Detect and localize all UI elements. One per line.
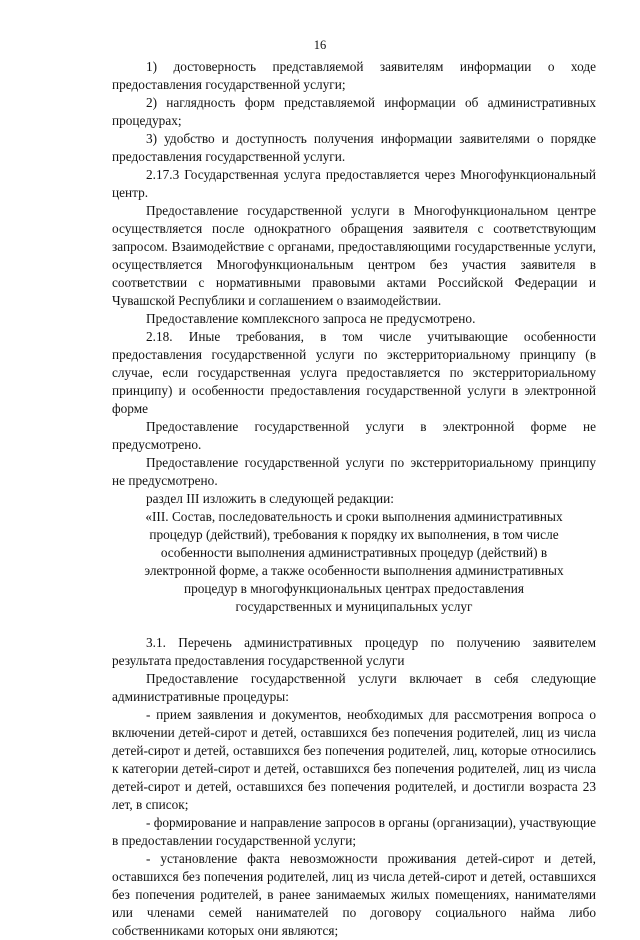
paragraph: раздел III изложить в следующей редакции:: [146, 491, 394, 506]
paragraph: Предоставление государственной услуги в Многофункциональном центре осуществляется после однократного обращения заявителя с соответствующим запросом. Взаимодействие с органами, предоставляющими государственные услуги, осуществляется Многофункциональным центром без участия заявителя в соответствии с нормативными правовыми актами Российской Федерации и Чувашской Республики и соглашением о взаимодействии.: [112, 203, 596, 308]
paragraph: Предоставление комплексного запроса не предусмотрено.: [146, 311, 476, 326]
section-heading: «III. Состав, последовательность и сроки выполнения административных процедур (действий), требования к порядку их выполнения, в том числе особенности выполнения административных процедур (действий) в электронной форме, а также особенности выполнения административных процедур в многофункциональных центрах предоставления государственных и муниципальных услуг: [144, 509, 564, 614]
paragraph: 2) наглядность форм представляемой информации об административных процедурах;: [112, 95, 596, 128]
list-item: - прием заявления и документов, необходимых для рассмотрения вопроса о включении детей-сирот и детей, оставшихся без попечения родителей, лиц из числа детей-сирот и детей, оставшихся без попечения родителей, лиц, которые относились к категории детей-сирот и детей, оставшихся без попечения родителей, лиц из числа детей-сирот и детей, оставшихся без попечения родителей, и достигли возраста 23 лет, в список;: [112, 707, 596, 812]
list-item: - формирование и направление запросов в органы (организации), участвующие в предоставлении государственной услуги;: [112, 815, 596, 848]
paragraph: 3.1. Перечень административных процедур по получению заявителем результата предоставления государственной услуги: [112, 635, 596, 668]
page-number: 16: [313, 38, 327, 52]
spacer: [112, 616, 596, 634]
paragraph: 2.17.3 Государственная услуга предоставляется через Многофункциональный центр.: [112, 167, 596, 200]
paragraph: 2.18. Иные требования, в том числе учитывающие особенности предоставления государственной услуги по экстерриториальному принципу (в случае, если государственная услуга предоставляется по экстерриториальному принципу) и особенности предоставления государственной услуги в электронной форме: [112, 329, 596, 416]
document-body: [112, 58, 596, 940]
paragraph: Предоставление государственной услуги в электронной форме не предусмотрено.: [112, 419, 596, 452]
paragraph: 1) достоверность представляемой заявителям информации о ходе предоставления государственной услуги;: [112, 59, 596, 92]
paragraph: 3) удобство и доступность получения информации заявителями о порядке предоставления государственной услуги.: [112, 131, 596, 164]
list-item: - установление факта невозможности проживания детей-сирот и детей, оставшихся без попечения родителей, лиц из числа детей-сирот и детей, оставшихся без попечения родителей, в ранее занимаемых жилых помещениях, нанимателями или членами семей нанимателей по договору социального найма либо собственниками которых они являются;: [112, 851, 596, 938]
paragraph: Предоставление государственной услуги по экстерриториальному принципу не предусмотрено.: [112, 455, 596, 488]
paragraph: Предоставление государственной услуги включает в себя следующие административные процедуры:: [112, 671, 596, 704]
